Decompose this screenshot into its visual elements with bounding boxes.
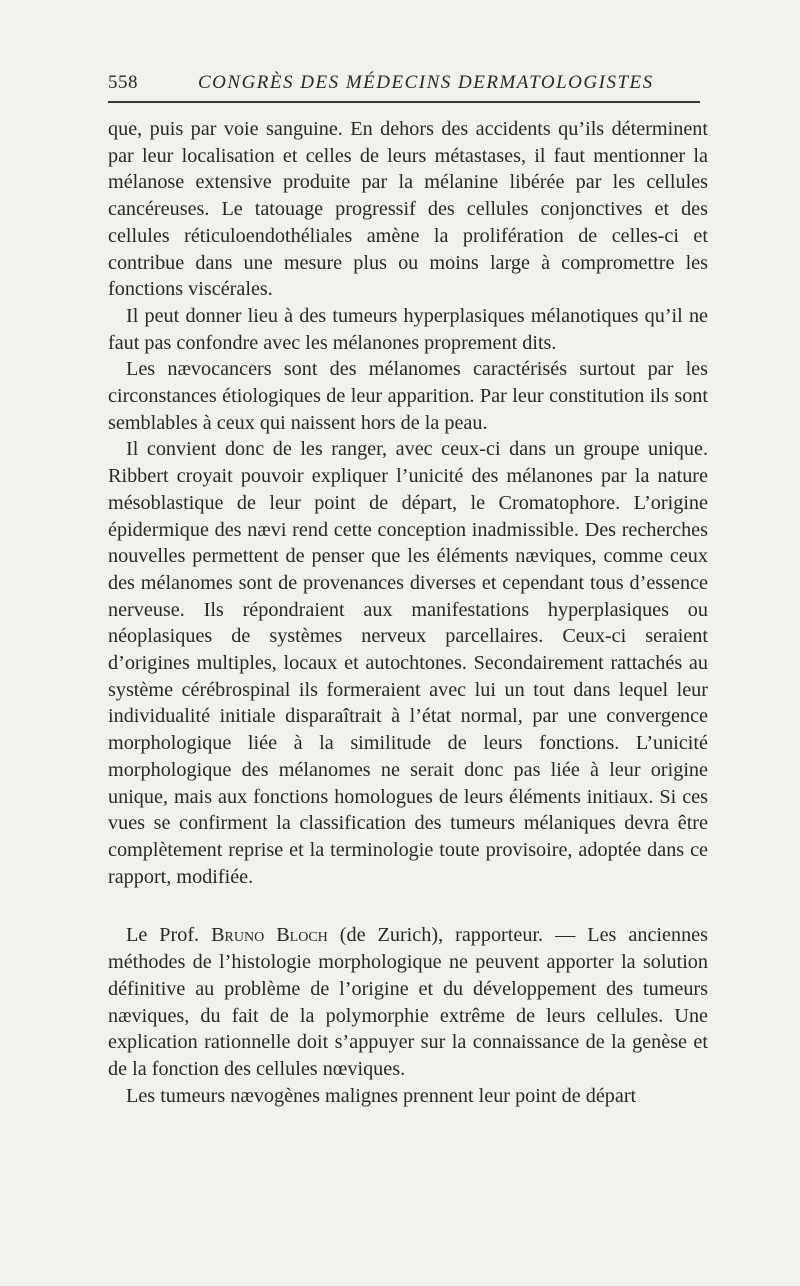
paragraph-1: que, puis par voie sanguine. En dehors des accidents qu’ils déterminent par leur localisation et celles de leurs métastases, il faut mentionner la mélanose extensive produite par la mélanine libérée par les cellules cancéreuses. Le tatouage progressif des cellules conjonctives et des cellules réticuloendothéliales amène la prolifération de celles-ci et contribue dans une mesure plus ou moins large à compromettre les fonctions viscérales. xyxy=(108,118,708,301)
paragraph-5 xyxy=(108,922,708,1082)
paragraph-4: Il convient donc de les ranger, avec ceux-ci dans un groupe unique. Ribbert croyait pouvoir expliquer l’unicité des mélanones par la nature mésoblastique de leur point de départ, le Cromatophore. L’origine épidermique des nævi rend cette conception inadmissible. Des recherches nouvelles permettent de penser que les éléments næviques, comme ceux des mélanomes sont de provenances diverses et cependant tous d’essence nerveuse. Ils répondraient aux manifestations hyperplasiques ou néoplasiques de systèmes nerveux parcellaires. Ceux-ci seraient d’origines multiples, locaux et autochtones. Secondairement rattachés au système cérébrospinal ils formeraient avec lui un tout dans lequel leur individualité initiale disparaîtrait à l’état normal, par une convergence morphologique liée à la similitude de leurs fonctions. L’unicité morphologique des mélanomes ne serait donc pas liée à leur origine unique, mais aux fonctions homologues de leurs éléments initiaux. Si ces vues se confirment la classification des tumeurs mélaniques devra être complètement reprise et la terminologie toute provisoire, adoptée dans ce rapport, modifiée. xyxy=(108,438,708,888)
speaker-name: Bruno Bloch xyxy=(211,924,328,947)
paragraph-3: Les nævocancers sont des mélanomes caractérisés surtout par les circonstances étiologiques de leur apparition. Par leur constitution ils sont semblables à ceux qui naissent hors de la peau. xyxy=(108,358,708,434)
running-title: CONGRÈS DES MÉDECINS DERMATOLOGISTES xyxy=(198,72,654,93)
header-rule xyxy=(108,101,700,103)
body-text xyxy=(108,116,708,1109)
paragraph-5-text: (de Zurich), rapporteur. — Les anciennes méthodes de l’histologie morphologique ne peuvent apporter la solution définitive au problème de l’origine et du développement des tumeurs næviques, du fait de la polymorphie extrême de leurs cellules. Une explication rationnelle doit s’appuyer sur la connaissance de la genèse et de la fonction des cellules nœviques. xyxy=(108,924,708,1080)
speaker-intro: Le Prof. xyxy=(126,924,212,947)
paragraph-2: Il peut donner lieu à des tumeurs hyperplasiques mélanotiques qu’il ne faut pas confondre avec les mélanones proprement dits. xyxy=(108,304,708,354)
running-head xyxy=(108,72,700,102)
paragraph-6: Les tumeurs nævogènes malignes prennent leur point de départ xyxy=(126,1084,637,1107)
page-number: 558 xyxy=(108,72,138,93)
